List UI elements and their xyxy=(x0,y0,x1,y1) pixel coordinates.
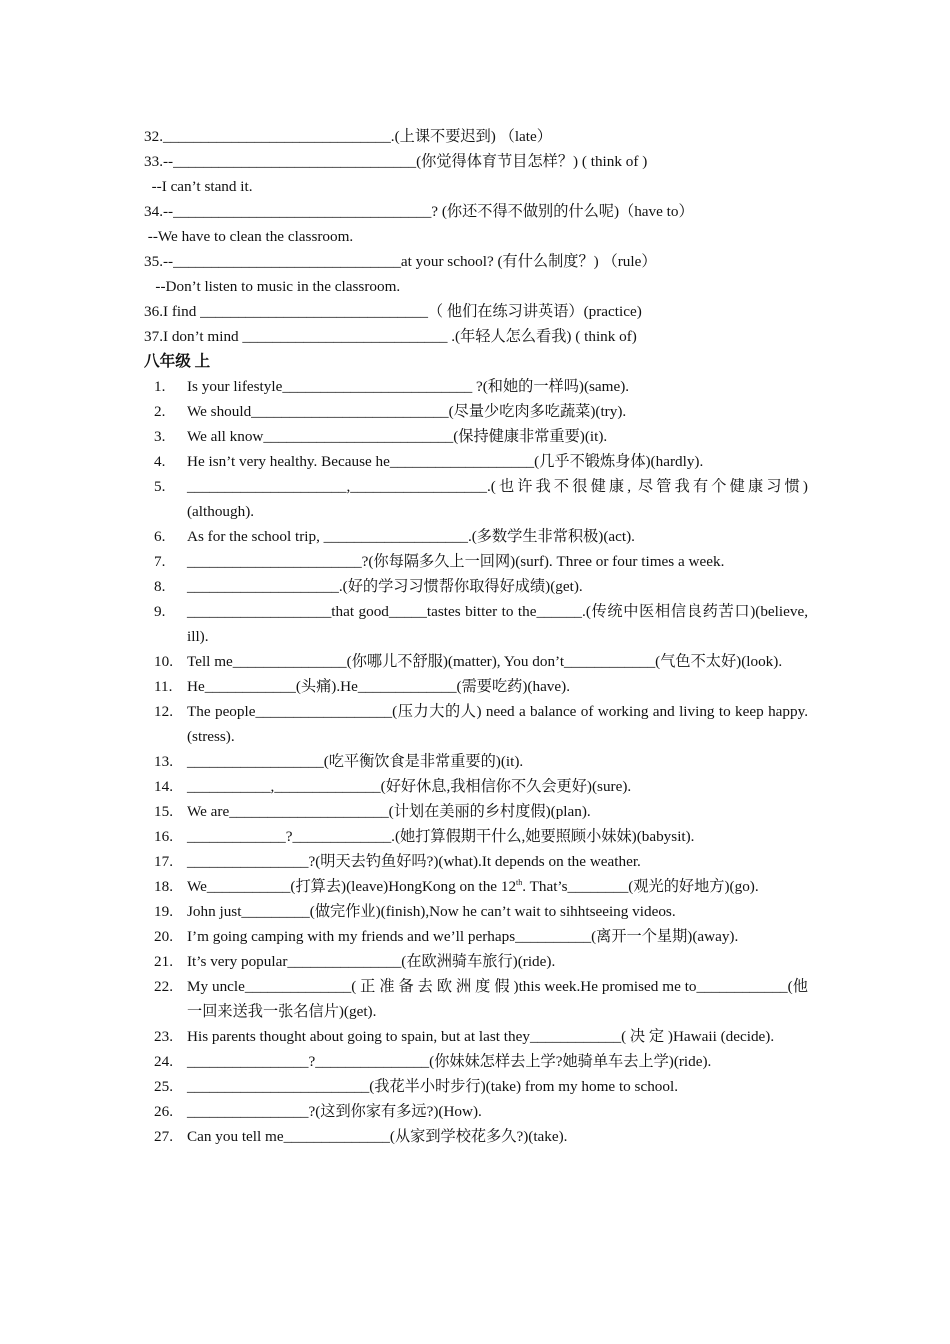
item-text: The people__________________(压力大的人) need a balance of working and living to keep happy.(stress). xyxy=(187,703,808,745)
item-number: 11. xyxy=(154,678,173,695)
item-text: Tell me_______________(你哪儿不舒服)(matter), You don’t____________(气色不太好)(look). xyxy=(187,653,783,670)
list-item-20 xyxy=(144,924,808,949)
item-text: ________________?_______________(你妹妹怎样去上学?她骑单车去上学)(ride). xyxy=(187,1053,712,1070)
list-item-15 xyxy=(144,799,808,824)
question-36: 36.I find ______________________________（ 他们在练习讲英语）(practice) xyxy=(144,303,642,320)
item-number: 8. xyxy=(154,578,166,595)
review-questions-32-37 xyxy=(144,124,808,349)
item-text: We all know_________________________(保持健康非常重要)(it). xyxy=(187,428,608,445)
question-37: 37.I don’t mind ___________________________ .(年轻人怎么看我) ( think of) xyxy=(144,328,637,345)
item-number: 4. xyxy=(154,453,166,470)
item-number: 1. xyxy=(154,378,166,395)
item-text: It’s very popular_______________(在欧洲骑车旅行)(ride). xyxy=(187,953,556,970)
item-number: 18. xyxy=(154,878,173,895)
item-number: 26. xyxy=(154,1103,173,1120)
grade8-question-list xyxy=(144,374,808,1149)
item-text: His parents thought about going to spain, but at last they____________( 决 定 )Hawaii (decide). xyxy=(187,1028,775,1045)
item-text-part: . That’s________(观光的好地方)(go). xyxy=(522,878,759,895)
section-heading: 八年级 上 xyxy=(144,353,211,370)
item-text: Is your lifestyle_________________________ ?(和她的一样吗)(same). xyxy=(187,378,630,395)
item-text: ________________?(这到你家有多远?)(How). xyxy=(187,1103,482,1120)
item-text: _____________________,__________________.(也许我不很健康, 尽管我有个健康习惯)(although). xyxy=(187,478,808,520)
item-text: Can you tell me______________(从家到学校花多久?)(take). xyxy=(187,1128,568,1145)
list-item-8 xyxy=(144,574,808,599)
item-number: 3. xyxy=(154,428,166,445)
item-number: 20. xyxy=(154,928,173,945)
list-item-3 xyxy=(144,424,808,449)
item-text: He isn’t very healthy. Because he___________________(几乎不锻炼身体)(hardly). xyxy=(187,453,704,470)
item-number: 17. xyxy=(154,853,173,870)
list-item-12 xyxy=(144,699,808,749)
list-item-21 xyxy=(144,949,808,974)
item-number: 27. xyxy=(154,1128,173,1145)
item-number: 5. xyxy=(154,478,166,495)
item-text: ________________________(我花半小时步行)(take) from my home to school. xyxy=(187,1078,679,1095)
item-text: My uncle______________( 正 准 备 去 欧 洲 度 假 )this week.He promised me to____________(他一回来送我一张名信片)(get). xyxy=(187,978,808,1020)
list-item-26 xyxy=(144,1099,808,1124)
list-item-9 xyxy=(144,599,808,649)
item-text xyxy=(187,874,808,899)
list-item-19 xyxy=(144,899,808,924)
list-item-6 xyxy=(144,524,808,549)
item-text: He____________(头痛).He_____________(需要吃药)(have). xyxy=(187,678,570,695)
list-item-13 xyxy=(144,749,808,774)
question-34: 34.--__________________________________? (你还不得不做别的什么呢)（have to） xyxy=(144,203,694,220)
item-number: 16. xyxy=(154,828,173,845)
ordinal-suffix: th xyxy=(516,877,523,887)
item-number: 9. xyxy=(154,603,166,620)
item-number: 7. xyxy=(154,553,166,570)
answer-33: --I can’t stand it. xyxy=(144,178,253,195)
list-item-10 xyxy=(144,649,808,674)
item-text: _______________________?(你每隔多久上一回网)(surf). Three or four times a week. xyxy=(187,553,725,570)
answer-35: --Don’t listen to music in the classroom. xyxy=(144,278,401,295)
answer-34: --We have to clean the classroom. xyxy=(144,228,354,245)
item-text: _____________?_____________.(她打算假期干什么,她要照顾小妹妹)(babysit). xyxy=(187,828,695,845)
item-text: We are_____________________(计划在美丽的乡村度假)(plan). xyxy=(187,803,591,820)
item-text: We should__________________________(尽量少吃肉多吃蔬菜)(try). xyxy=(187,403,627,420)
item-number: 6. xyxy=(154,528,166,545)
list-item-18 xyxy=(144,874,808,899)
question-35: 35.--______________________________at your school? (有什么制度？) （rule） xyxy=(144,253,657,270)
item-text-part: We___________(打算去)(leave)HongKong on the 12 xyxy=(187,878,517,895)
worksheet-page xyxy=(144,124,808,1149)
item-text: __________________(吃平衡饮食是非常重要的)(it). xyxy=(187,753,524,770)
list-item-27 xyxy=(144,1124,808,1149)
item-number: 2. xyxy=(154,403,166,420)
item-number: 24. xyxy=(154,1053,173,1070)
item-text: ________________?(明天去钓鱼好吗?)(what).It depends on the weather. xyxy=(187,853,641,870)
item-number: 21. xyxy=(154,953,173,970)
item-number: 10. xyxy=(154,653,173,670)
item-text: ___________________that good_____tastes bitter to the______.(传统中医相信良药苦口)(believe, ill). xyxy=(187,603,808,645)
list-item-23 xyxy=(144,1024,808,1049)
question-33: 33.--________________________________(你觉得体育节目怎样？) ( think of ) xyxy=(144,153,648,170)
item-number: 19. xyxy=(154,903,173,920)
list-item-5 xyxy=(144,474,808,524)
list-item-17 xyxy=(144,849,808,874)
item-text: ____________________.(好的学习习惯帮你取得好成绩)(get). xyxy=(187,578,583,595)
item-number: 23. xyxy=(154,1028,173,1045)
list-item-16 xyxy=(144,824,808,849)
item-number: 14. xyxy=(154,778,173,795)
item-number: 15. xyxy=(154,803,173,820)
list-item-22 xyxy=(144,974,808,1024)
item-number: 13. xyxy=(154,753,173,770)
item-text: I’m going camping with my friends and we’ll perhaps__________(离开一个星期)(away). xyxy=(187,928,739,945)
list-item-4 xyxy=(144,449,808,474)
list-item-1 xyxy=(144,374,808,399)
item-number: 25. xyxy=(154,1078,173,1095)
list-item-25 xyxy=(144,1074,808,1099)
list-item-7 xyxy=(144,549,808,574)
list-item-24 xyxy=(144,1049,808,1074)
item-text: ___________,______________(好好休息,我相信你不久会更好)(sure). xyxy=(187,778,632,795)
list-item-2 xyxy=(144,399,808,424)
item-number: 12. xyxy=(154,703,173,720)
question-32: 32.______________________________.(上课不要迟到) （late） xyxy=(144,128,552,145)
list-item-11 xyxy=(144,674,808,699)
item-number: 22. xyxy=(154,978,173,995)
list-item-14 xyxy=(144,774,808,799)
item-text: John just_________(做完作业)(finish),Now he can’t wait to sihhtseeing videos. xyxy=(187,903,676,920)
item-text: As for the school trip, ___________________.(多数学生非常积极)(act). xyxy=(187,528,635,545)
